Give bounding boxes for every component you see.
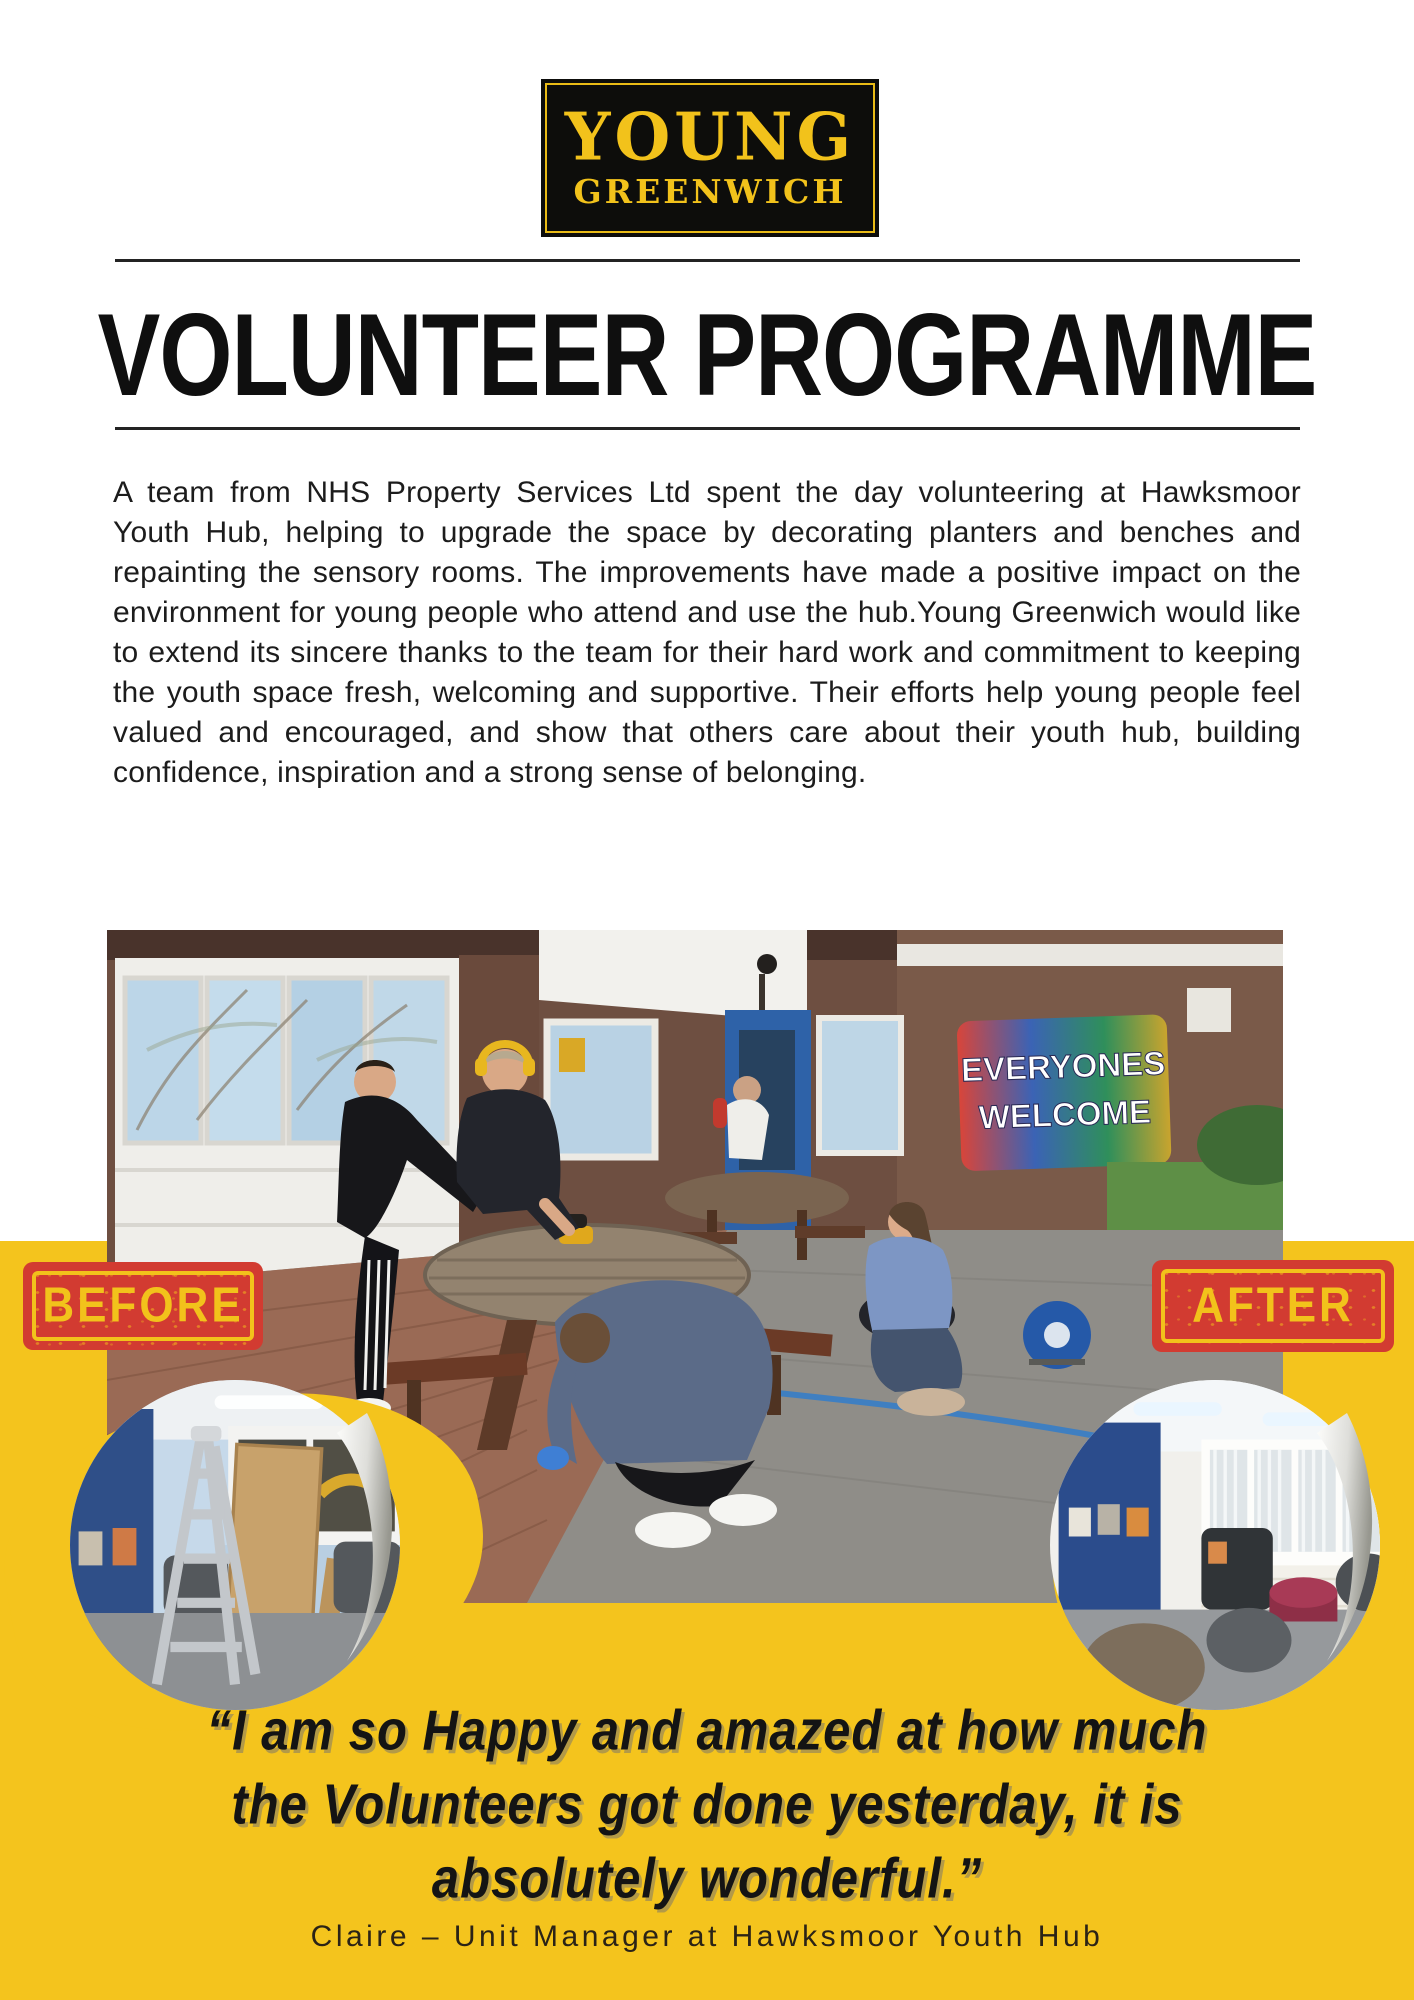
before-photo-illustration [65, 1375, 405, 1715]
young-greenwich-logo [541, 79, 879, 237]
logo-line-young: YOUNG [564, 99, 856, 176]
before-stamp [23, 1262, 263, 1350]
article-paragraph: A team from NHS Property Services Ltd spent the day volunteering at Hawksmoor Youth Hub, helping to upgrade the space by decorating planters and benches and repainting the sensory rooms. The improvements have made a positive impact on the environment for young people who attend and use the hub.Young Greenwich would like to extend its sincere thanks to the team for their hard work and commitment to keeping the youth space fresh, welcoming and supportive. Their efforts help young people feel valued and encouraged, and show that others care about their youth hub, building confidence, inspiration and a strong sense of belonging. [113, 476, 1301, 789]
after-photo-illustration [1045, 1375, 1385, 1715]
before-photo-blob [65, 1375, 405, 1715]
quote-attribution: Claire – Unit Manager at Hawksmoor Youth Hub [310, 1920, 1104, 1953]
cable-reel [1023, 1301, 1091, 1369]
mural-text-line1: EVERYONES [960, 1044, 1166, 1089]
divider-top [115, 259, 1300, 262]
logo-line-greenwich: GREENWICH [573, 172, 847, 211]
red-flask [713, 1098, 727, 1128]
mural-everyones-welcome [957, 1014, 1172, 1171]
mural-text-line2: WELCOME [978, 1092, 1152, 1136]
blue-glove [537, 1446, 569, 1470]
logo-border [545, 83, 875, 233]
after-stamp-border [1161, 1269, 1385, 1343]
testimonial-quote [0, 1694, 1414, 1916]
quote-line-3: absolutely wonderful.” [431, 1847, 983, 1911]
grey-bean-bag [1207, 1608, 1292, 1673]
after-stamp-label: AFTER [1192, 1278, 1354, 1333]
divider-bottom [115, 427, 1300, 430]
security-camera [757, 954, 777, 974]
quote-line-1: “I am so Happy and amazed at how much [206, 1699, 1208, 1763]
ottoman [1269, 1577, 1337, 1621]
after-stamp [1152, 1260, 1394, 1352]
after-photo-blob [1045, 1375, 1385, 1715]
before-stamp-label: BEFORE [42, 1278, 244, 1333]
before-stamp-border [32, 1271, 254, 1341]
quote-line-2: the Volunteers got done yesterday, it is [231, 1773, 1183, 1837]
page-title: VOLUNTEER PROGRAMME [97, 289, 1317, 420]
